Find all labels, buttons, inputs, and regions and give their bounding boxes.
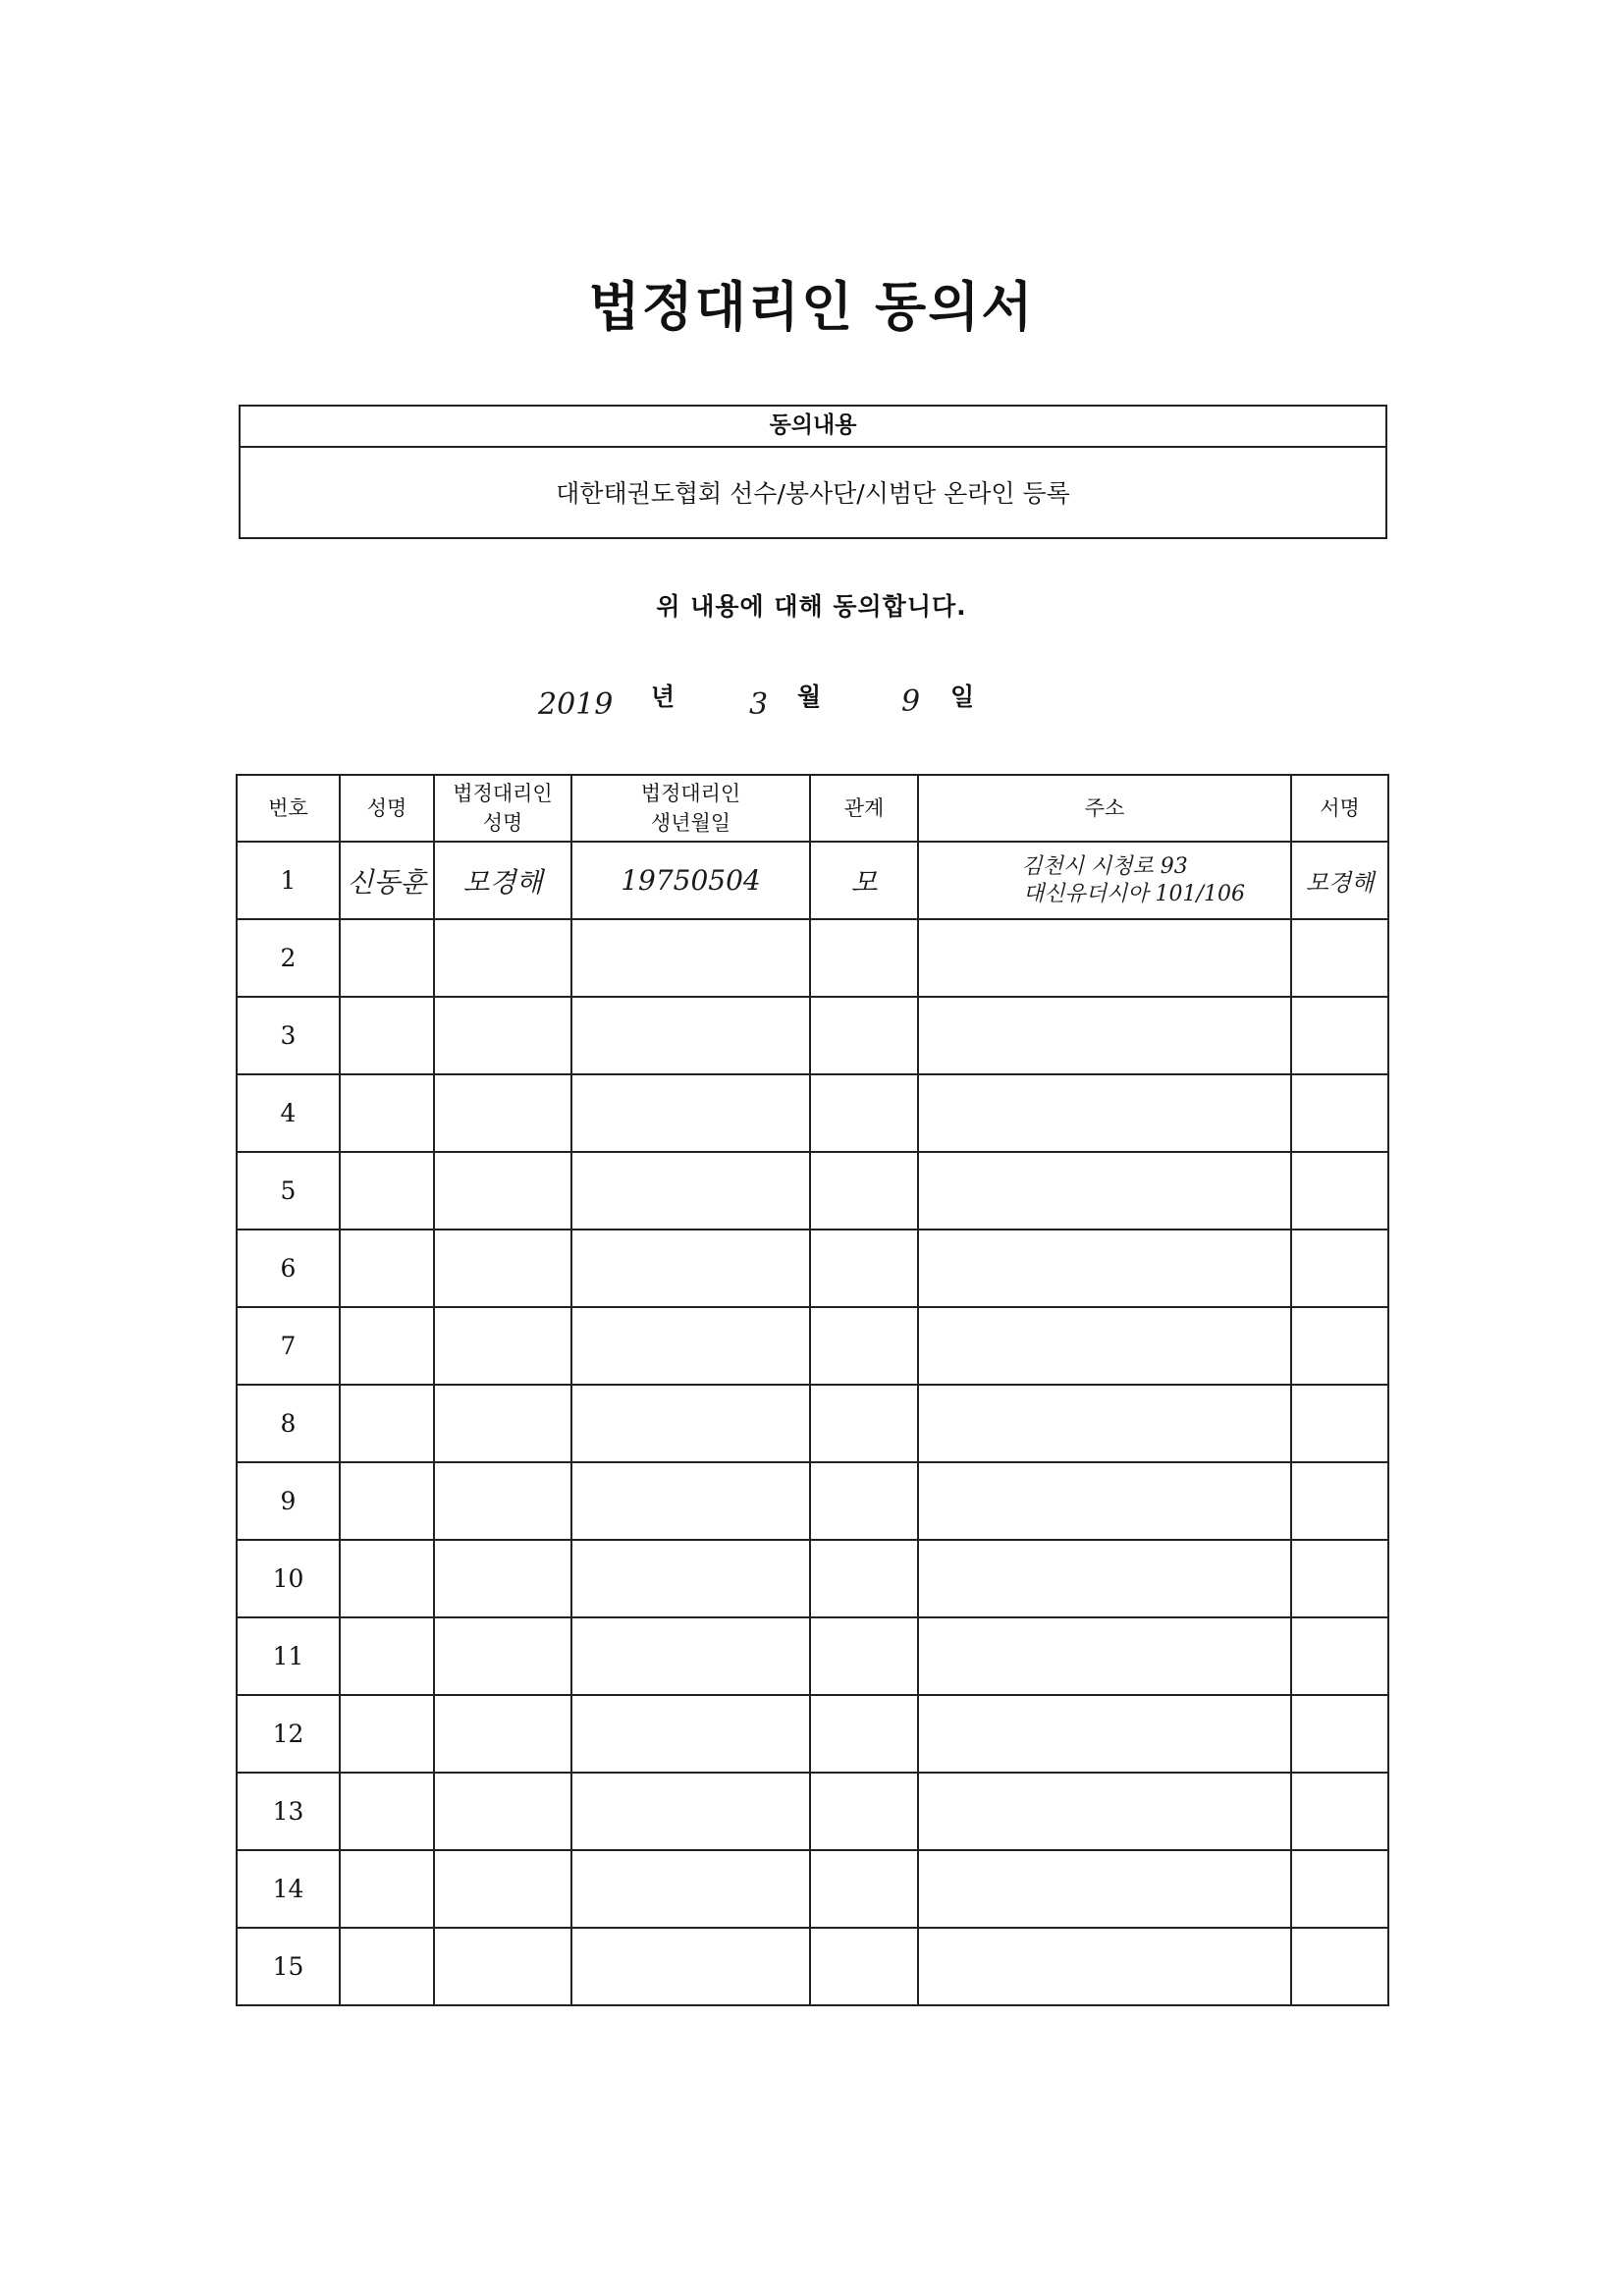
cell-signature <box>1291 1230 1388 1307</box>
cell-signature <box>1291 1695 1388 1773</box>
cell-address <box>918 842 1291 919</box>
guardian-table <box>236 774 1389 2006</box>
cell-guardian-name <box>434 919 571 997</box>
date-month-handwritten: 3 <box>749 687 769 722</box>
cell-guardian-birth <box>571 1540 810 1617</box>
table-row <box>237 1773 1388 1850</box>
consent-heading: 동의내용 <box>241 407 1385 448</box>
header-name: 성명 <box>340 775 434 842</box>
cell-name <box>340 1773 434 1850</box>
cell-address <box>918 1462 1291 1540</box>
cell-number: 3 <box>237 997 340 1074</box>
cell-signature <box>1291 1850 1388 1928</box>
header-relation: 관계 <box>810 775 918 842</box>
cell-number: 6 <box>237 1230 340 1307</box>
document-title: 법정대리인 동의서 <box>588 276 1035 338</box>
cell-signature <box>1291 919 1388 997</box>
cell-relation <box>810 1230 918 1307</box>
cell-address <box>918 1307 1291 1385</box>
cell-guardian-name <box>434 1695 571 1773</box>
cell-number: 2 <box>237 919 340 997</box>
cell-guardian-name <box>434 1230 571 1307</box>
cell-relation <box>810 1152 918 1230</box>
cell-name <box>340 997 434 1074</box>
cell-address <box>918 1385 1291 1462</box>
cell-number: 4 <box>237 1074 340 1152</box>
header-guardian-name <box>434 775 571 842</box>
cell-guardian-name <box>434 1074 571 1152</box>
cell-guardian-birth <box>571 997 810 1074</box>
cell-address-line1: 김천시 시청로 93 <box>1021 853 1188 879</box>
cell-guardian-birth <box>571 1385 810 1462</box>
header-signature: 서명 <box>1291 775 1388 842</box>
table-row <box>237 1462 1388 1540</box>
cell-address <box>918 1850 1291 1928</box>
cell-guardian-name <box>434 1773 571 1850</box>
date-month-label: 월 <box>797 683 822 711</box>
cell-relation <box>810 1928 918 2005</box>
cell-guardian-birth <box>571 1773 810 1850</box>
table-row <box>237 1695 1388 1773</box>
cell-name <box>340 1152 434 1230</box>
cell-guardian-name <box>434 1617 571 1695</box>
table-row <box>237 919 1388 997</box>
table-row <box>237 842 1388 919</box>
date-year-label: 년 <box>651 683 676 711</box>
cell-guardian-birth <box>571 1617 810 1695</box>
cell-address-line2: 대신유더시아 101/106 <box>1023 881 1245 906</box>
cell-relation <box>810 1617 918 1695</box>
cell-relation <box>810 1074 918 1152</box>
cell-guardian-birth <box>571 1462 810 1540</box>
date-day-handwritten: 9 <box>901 684 921 719</box>
cell-number: 12 <box>237 1695 340 1773</box>
cell-signature <box>1291 1152 1388 1230</box>
cell-name <box>340 1928 434 2005</box>
cell-address <box>918 1152 1291 1230</box>
table-row <box>237 1617 1388 1695</box>
cell-signature: 모경해 <box>1291 842 1388 919</box>
cell-address <box>918 1074 1291 1152</box>
cell-signature <box>1291 1074 1388 1152</box>
cell-guardian-name <box>434 1540 571 1617</box>
cell-name <box>340 1540 434 1617</box>
cell-address <box>918 1773 1291 1850</box>
cell-address <box>918 1928 1291 2005</box>
cell-relation <box>810 997 918 1074</box>
cell-guardian-birth: 19750504 <box>571 842 810 919</box>
cell-guardian-name <box>434 997 571 1074</box>
cell-signature <box>1291 1307 1388 1385</box>
table-row <box>237 1540 1388 1617</box>
cell-address <box>918 1540 1291 1617</box>
cell-guardian-birth <box>571 1850 810 1928</box>
cell-name <box>340 1230 434 1307</box>
cell-guardian-birth <box>571 919 810 997</box>
cell-name <box>340 1695 434 1773</box>
cell-guardian-birth <box>571 1230 810 1307</box>
cell-name <box>340 1462 434 1540</box>
cell-name <box>340 919 434 997</box>
cell-relation: 모 <box>810 842 918 919</box>
table-row <box>237 1152 1388 1230</box>
consent-content: 대한태권도협회 선수/봉사단/시범단 온라인 등록 <box>556 479 1070 508</box>
date-day-label: 일 <box>950 683 975 711</box>
cell-signature <box>1291 1462 1388 1540</box>
cell-name <box>340 1617 434 1695</box>
cell-guardian-birth <box>571 1074 810 1152</box>
cell-signature <box>1291 1928 1388 2005</box>
cell-guardian-birth <box>571 1695 810 1773</box>
cell-number: 7 <box>237 1307 340 1385</box>
date-year-handwritten: 2019 <box>538 687 614 722</box>
cell-guardian-birth <box>571 1928 810 2005</box>
cell-address <box>918 997 1291 1074</box>
header-number: 번호 <box>237 775 340 842</box>
header-guardian-birth <box>571 775 810 842</box>
cell-relation <box>810 1850 918 1928</box>
agreement-statement: 위 내용에 대해 동의합니다. <box>656 592 967 621</box>
cell-relation <box>810 1462 918 1540</box>
cell-signature <box>1291 1773 1388 1850</box>
table-row <box>237 1074 1388 1152</box>
cell-relation <box>810 1540 918 1617</box>
cell-guardian-name <box>434 1850 571 1928</box>
cell-name <box>340 1385 434 1462</box>
header-guardian-birth-line1: 법정대리인 <box>640 782 741 805</box>
cell-number: 13 <box>237 1773 340 1850</box>
header-guardian-name-line1: 법정대리인 <box>453 782 553 805</box>
cell-guardian-name <box>434 1385 571 1462</box>
cell-address <box>918 919 1291 997</box>
cell-number: 15 <box>237 1928 340 2005</box>
cell-guardian-name <box>434 1152 571 1230</box>
cell-guardian-birth <box>571 1307 810 1385</box>
header-address: 주소 <box>918 775 1291 842</box>
cell-name <box>340 1074 434 1152</box>
cell-signature <box>1291 997 1388 1074</box>
cell-number: 14 <box>237 1850 340 1928</box>
table-row <box>237 1928 1388 2005</box>
cell-guardian-name <box>434 1928 571 2005</box>
table-row <box>237 1307 1388 1385</box>
consent-box <box>239 405 1387 539</box>
table-row <box>237 1230 1388 1307</box>
cell-address <box>918 1617 1291 1695</box>
cell-number: 10 <box>237 1540 340 1617</box>
cell-address <box>918 1695 1291 1773</box>
cell-guardian-name <box>434 1462 571 1540</box>
table-header-row <box>237 775 1388 842</box>
cell-name: 신동훈 <box>340 842 434 919</box>
table-row <box>237 1385 1388 1462</box>
table-row <box>237 997 1388 1074</box>
cell-address <box>918 1230 1291 1307</box>
header-guardian-name-line2: 성명 <box>482 811 523 835</box>
cell-number: 9 <box>237 1462 340 1540</box>
cell-name <box>340 1307 434 1385</box>
cell-relation <box>810 1385 918 1462</box>
cell-signature <box>1291 1617 1388 1695</box>
cell-number: 8 <box>237 1385 340 1462</box>
cell-number: 5 <box>237 1152 340 1230</box>
cell-signature <box>1291 1385 1388 1462</box>
cell-guardian-name <box>434 1307 571 1385</box>
cell-signature <box>1291 1540 1388 1617</box>
cell-guardian-birth <box>571 1152 810 1230</box>
header-guardian-birth-line2: 생년월일 <box>650 811 731 835</box>
cell-relation <box>810 1307 918 1385</box>
cell-relation <box>810 1773 918 1850</box>
cell-number: 1 <box>237 842 340 919</box>
cell-relation <box>810 919 918 997</box>
cell-number: 11 <box>237 1617 340 1695</box>
cell-guardian-name: 모경해 <box>434 842 571 919</box>
cell-name <box>340 1850 434 1928</box>
cell-relation <box>810 1695 918 1773</box>
table-row <box>237 1850 1388 1928</box>
